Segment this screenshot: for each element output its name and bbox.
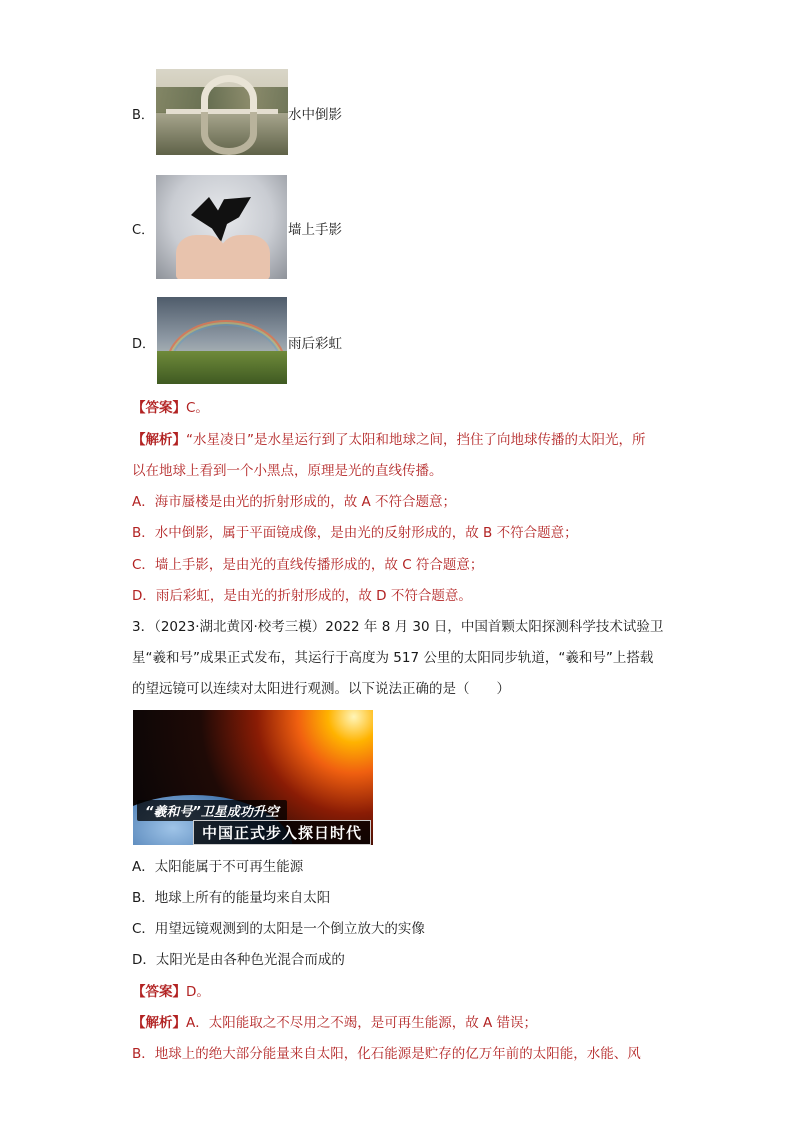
analysis-tag: 【解析】 [132,1015,186,1031]
question-3-line3: 的望远镜可以连续对太阳进行观测。以下说法正确的是（ ） [132,681,510,697]
bridge-reflection-image [156,69,288,155]
question-3-line1: 3．（2023·湖北黄冈·校考三模）2022 年 8 月 30 日，中国首颗太阳探测科学技术试验卫 [132,619,664,635]
analysis-1-line2: 以在地球上看到一个小黑点，原理是光的直线传播。 [132,463,443,479]
analysis-text: “水星凌日”是水星运行到了太阳和地球之间，挡住了向地球传播的太阳光，所 [186,432,646,448]
analysis-1-line1 [132,430,646,450]
option-b-caption: 水中倒影 [288,107,342,123]
analysis-2-line1 [132,1013,537,1033]
image-banner-1: “羲和号”卫星成功升空 [137,800,287,821]
answer-1 [132,398,209,418]
question-3-option-b: B．地球上所有的能量均来自太阳 [132,890,331,906]
analysis-1-item-b: B．水中倒影，属于平面镜成像，是由光的反射形成的，故 B 不符合题意； [132,525,578,541]
option-d-caption: 雨后彩虹 [288,336,342,352]
satellite-image [133,710,373,845]
answer-2 [132,982,210,1002]
rainbow-image [157,297,287,384]
answer-value: D。 [186,984,210,1000]
analysis-1-item-a: A．海市蜃楼是由光的折射形成的，故 A 不符合题意； [132,494,457,510]
question-3-option-c: C．用望远镜观测到的太阳是一个倒立放大的实像 [132,921,425,937]
answer-tag: 【答案】 [132,400,186,416]
answer-tag: 【答案】 [132,984,186,1000]
question-3-line2: 星“羲和号”成果正式发布，其运行于高度为 517 公里的太阳同步轨道，“羲和号”上搭载 [132,650,654,666]
question-3-option-a: A．太阳能属于不可再生能源 [132,859,304,875]
hand-shadow-image [156,175,287,279]
option-c-letter: C． [132,223,155,238]
image-banner-2: 中国正式步入探日时代 [193,820,371,845]
analysis-2-line2: B．地球上的绝大部分能量来自太阳，化石能源是贮存的亿万年前的太阳能，水能、风 [132,1046,641,1062]
answer-value: C。 [186,400,209,416]
option-d-letter: D． [132,337,156,352]
analysis-tag: 【解析】 [132,432,186,448]
analysis-1-item-d: D．雨后彩虹，是由光的折射形成的，故 D 不符合题意。 [132,588,472,604]
option-b-letter: B． [132,108,154,123]
analysis-1-item-c: C．墙上手影，是由光的直线传播形成的，故 C 符合题意； [132,557,484,573]
question-3-option-d: D．太阳光是由各种色光混合而成的 [132,952,345,968]
analysis-text: A．太阳能取之不尽用之不竭，是可再生能源，故 A 错误； [186,1015,538,1031]
option-c-caption: 墙上手影 [288,222,342,238]
